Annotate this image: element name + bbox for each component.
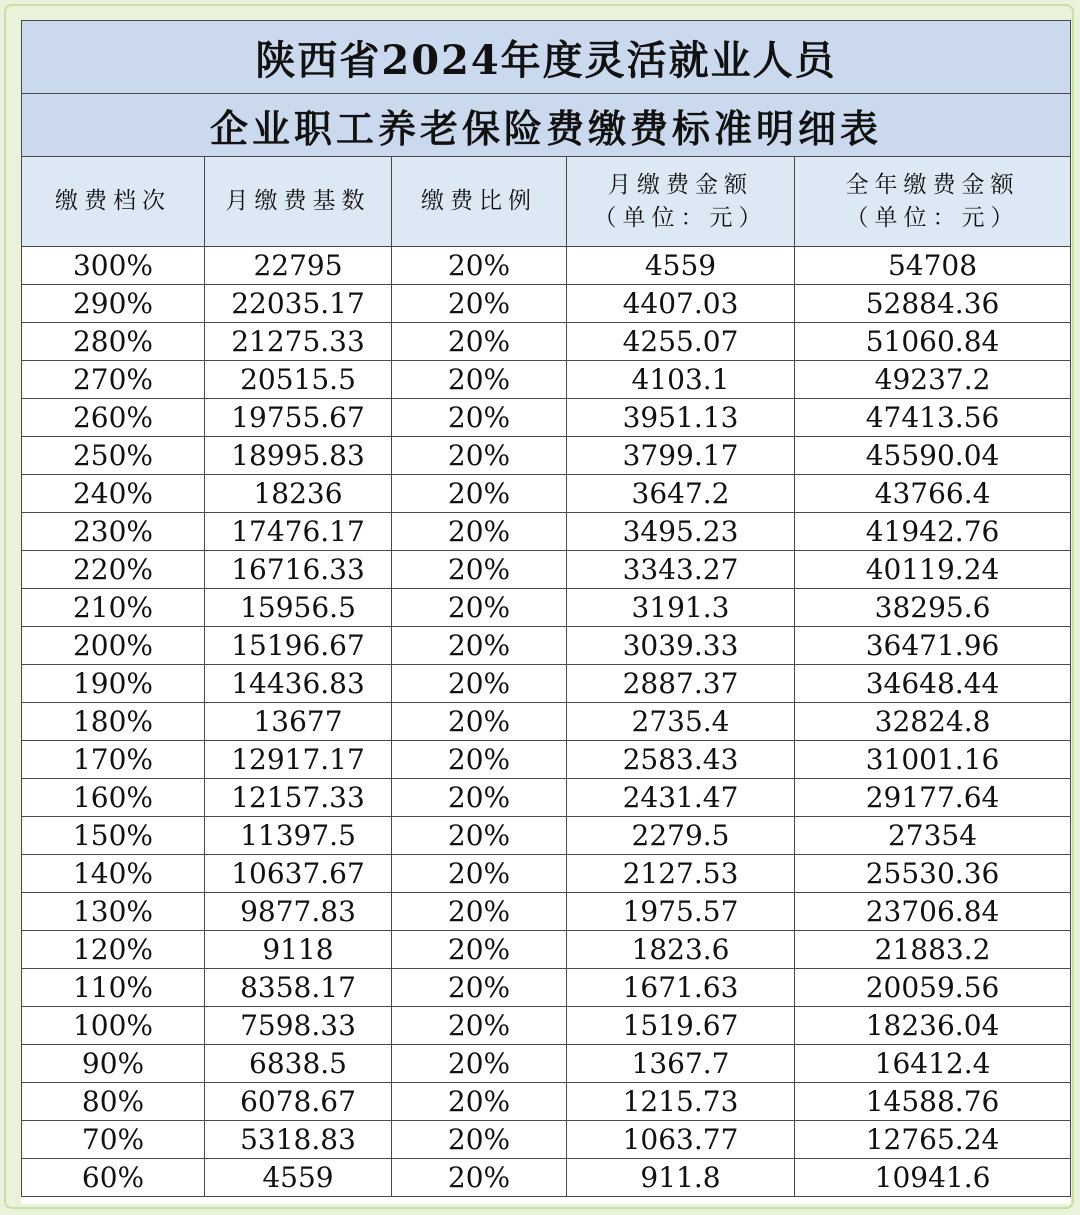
rate-cell: 20% — [392, 1007, 567, 1045]
rate-cell: 20% — [392, 893, 567, 931]
monthly-base-cell: 12157.33 — [205, 779, 392, 817]
annual-amount-cell: 25530.36 — [795, 855, 1071, 893]
monthly-amount-cell: 4559 — [567, 247, 795, 285]
table-row — [22, 589, 1071, 627]
monthly-base-cell: 9118 — [205, 931, 392, 969]
monthly-base-cell: 20515.5 — [205, 361, 392, 399]
monthly-amount-cell: 3799.17 — [567, 437, 795, 475]
table-row — [22, 399, 1071, 437]
monthly-base-cell: 8358.17 — [205, 969, 392, 1007]
annual-amount-cell: 18236.04 — [795, 1007, 1071, 1045]
rate-cell: 20% — [392, 1083, 567, 1121]
rate-cell: 20% — [392, 855, 567, 893]
monthly-amount-cell: 1671.63 — [567, 969, 795, 1007]
monthly-base-cell: 10637.67 — [205, 855, 392, 893]
header-row — [22, 157, 1071, 247]
monthly-amount-cell: 3039.33 — [567, 627, 795, 665]
monthly-amount-cell: 4255.07 — [567, 323, 795, 361]
table-row — [22, 741, 1071, 779]
monthly-amount-cell: 2127.53 — [567, 855, 795, 893]
rate-cell: 20% — [392, 247, 567, 285]
tier-cell: 160% — [22, 779, 205, 817]
annual-amount-cell: 34648.44 — [795, 665, 1071, 703]
monthly-amount-cell: 3191.3 — [567, 589, 795, 627]
table-row — [22, 665, 1071, 703]
monthly-amount-cell: 2279.5 — [567, 817, 795, 855]
column-header-monthly-base: 月缴费基数 — [205, 157, 392, 247]
monthly-base-cell: 21275.33 — [205, 323, 392, 361]
tier-cell: 120% — [22, 931, 205, 969]
rate-cell: 20% — [392, 361, 567, 399]
tier-cell: 190% — [22, 665, 205, 703]
tier-cell: 290% — [22, 285, 205, 323]
tier-cell: 60% — [22, 1159, 205, 1197]
monthly-amount-cell: 1823.6 — [567, 931, 795, 969]
rate-cell: 20% — [392, 399, 567, 437]
monthly-base-cell: 9877.83 — [205, 893, 392, 931]
annual-amount-cell: 21883.2 — [795, 931, 1071, 969]
table-row — [22, 1083, 1071, 1121]
table-row — [22, 437, 1071, 475]
monthly-base-cell: 13677 — [205, 703, 392, 741]
tier-cell: 270% — [22, 361, 205, 399]
tier-cell: 70% — [22, 1121, 205, 1159]
annual-amount-cell: 49237.2 — [795, 361, 1071, 399]
table-row — [22, 855, 1071, 893]
rate-cell: 20% — [392, 1045, 567, 1083]
rate-cell: 20% — [392, 589, 567, 627]
monthly-amount-cell: 1063.77 — [567, 1121, 795, 1159]
document-frame — [4, 4, 1074, 1209]
column-header-monthly-amount: 月缴费金额 （单位：元） — [567, 157, 795, 247]
table-row — [22, 931, 1071, 969]
monthly-base-cell: 6838.5 — [205, 1045, 392, 1083]
table-row — [22, 1045, 1071, 1083]
annual-amount-cell: 51060.84 — [795, 323, 1071, 361]
monthly-base-cell: 19755.67 — [205, 399, 392, 437]
monthly-amount-cell: 3951.13 — [567, 399, 795, 437]
annual-amount-cell: 52884.36 — [795, 285, 1071, 323]
monthly-base-cell: 6078.67 — [205, 1083, 392, 1121]
table-row — [22, 817, 1071, 855]
tier-cell: 240% — [22, 475, 205, 513]
table-row — [22, 247, 1071, 285]
monthly-base-cell: 4559 — [205, 1159, 392, 1197]
table-title-line-2: 企业职工养老保险费缴费标准明细表 — [22, 94, 1071, 157]
monthly-base-cell: 15196.67 — [205, 627, 392, 665]
monthly-amount-cell: 1367.7 — [567, 1045, 795, 1083]
annual-amount-cell: 32824.8 — [795, 703, 1071, 741]
annual-amount-cell: 47413.56 — [795, 399, 1071, 437]
monthly-amount-cell: 2735.4 — [567, 703, 795, 741]
tier-cell: 170% — [22, 741, 205, 779]
annual-amount-cell: 43766.4 — [795, 475, 1071, 513]
monthly-base-cell: 17476.17 — [205, 513, 392, 551]
table-row — [22, 893, 1071, 931]
tier-cell: 140% — [22, 855, 205, 893]
annual-amount-cell: 31001.16 — [795, 741, 1071, 779]
annual-amount-cell: 41942.76 — [795, 513, 1071, 551]
monthly-amount-cell: 1519.67 — [567, 1007, 795, 1045]
table-row — [22, 1159, 1071, 1197]
rate-cell: 20% — [392, 285, 567, 323]
annual-amount-cell: 14588.76 — [795, 1083, 1071, 1121]
monthly-amount-cell: 3495.23 — [567, 513, 795, 551]
title-row-1 — [22, 21, 1071, 94]
annual-amount-cell: 23706.84 — [795, 893, 1071, 931]
annual-amount-cell: 54708 — [795, 247, 1071, 285]
annual-amount-cell: 10941.6 — [795, 1159, 1071, 1197]
document-sheet — [21, 20, 1070, 1204]
annual-amount-cell: 16412.4 — [795, 1045, 1071, 1083]
table-row — [22, 1121, 1071, 1159]
tier-cell: 110% — [22, 969, 205, 1007]
table-body — [22, 247, 1071, 1197]
annual-amount-cell: 27354 — [795, 817, 1071, 855]
annual-amount-cell: 40119.24 — [795, 551, 1071, 589]
monthly-amount-cell: 4103.1 — [567, 361, 795, 399]
monthly-amount-cell: 3343.27 — [567, 551, 795, 589]
tier-cell: 260% — [22, 399, 205, 437]
monthly-amount-cell: 4407.03 — [567, 285, 795, 323]
annual-amount-cell: 45590.04 — [795, 437, 1071, 475]
rate-cell: 20% — [392, 475, 567, 513]
tier-cell: 210% — [22, 589, 205, 627]
rate-cell: 20% — [392, 665, 567, 703]
monthly-base-cell: 18995.83 — [205, 437, 392, 475]
monthly-base-cell: 22035.17 — [205, 285, 392, 323]
rate-cell: 20% — [392, 1121, 567, 1159]
table-row — [22, 361, 1071, 399]
annual-amount-cell: 29177.64 — [795, 779, 1071, 817]
tier-cell: 300% — [22, 247, 205, 285]
annual-amount-cell: 20059.56 — [795, 969, 1071, 1007]
rate-cell: 20% — [392, 513, 567, 551]
table-row — [22, 627, 1071, 665]
contribution-table — [21, 20, 1071, 1197]
tier-cell: 280% — [22, 323, 205, 361]
monthly-amount-cell: 1215.73 — [567, 1083, 795, 1121]
monthly-amount-cell: 3647.2 — [567, 475, 795, 513]
tier-cell: 130% — [22, 893, 205, 931]
table-row — [22, 969, 1071, 1007]
rate-cell: 20% — [392, 703, 567, 741]
monthly-base-cell: 18236 — [205, 475, 392, 513]
monthly-amount-cell: 2431.47 — [567, 779, 795, 817]
tier-cell: 220% — [22, 551, 205, 589]
monthly-amount-cell: 911.8 — [567, 1159, 795, 1197]
annual-amount-cell: 36471.96 — [795, 627, 1071, 665]
table-title-line-1: 陕西省2024年度灵活就业人员 — [22, 21, 1071, 94]
table-row — [22, 285, 1071, 323]
annual-amount-cell: 38295.6 — [795, 589, 1071, 627]
monthly-amount-cell: 2583.43 — [567, 741, 795, 779]
tier-cell: 150% — [22, 817, 205, 855]
monthly-base-cell: 14436.83 — [205, 665, 392, 703]
tier-cell: 180% — [22, 703, 205, 741]
monthly-base-cell: 22795 — [205, 247, 392, 285]
monthly-amount-cell: 2887.37 — [567, 665, 795, 703]
tier-cell: 80% — [22, 1083, 205, 1121]
monthly-base-cell: 15956.5 — [205, 589, 392, 627]
table-row — [22, 779, 1071, 817]
table-row — [22, 323, 1071, 361]
column-header-tier: 缴费档次 — [22, 157, 205, 247]
table-row — [22, 475, 1071, 513]
rate-cell: 20% — [392, 551, 567, 589]
rate-cell: 20% — [392, 323, 567, 361]
table-row — [22, 1007, 1071, 1045]
monthly-base-cell: 5318.83 — [205, 1121, 392, 1159]
rate-cell: 20% — [392, 931, 567, 969]
tier-cell: 230% — [22, 513, 205, 551]
monthly-base-cell: 11397.5 — [205, 817, 392, 855]
monthly-base-cell: 12917.17 — [205, 741, 392, 779]
table-row — [22, 513, 1071, 551]
column-header-rate: 缴费比例 — [392, 157, 567, 247]
monthly-base-cell: 7598.33 — [205, 1007, 392, 1045]
tier-cell: 200% — [22, 627, 205, 665]
annual-amount-cell: 12765.24 — [795, 1121, 1071, 1159]
rate-cell: 20% — [392, 627, 567, 665]
rate-cell: 20% — [392, 1159, 567, 1197]
rate-cell: 20% — [392, 437, 567, 475]
monthly-amount-cell: 1975.57 — [567, 893, 795, 931]
rate-cell: 20% — [392, 779, 567, 817]
table-row — [22, 703, 1071, 741]
rate-cell: 20% — [392, 969, 567, 1007]
tier-cell: 250% — [22, 437, 205, 475]
monthly-base-cell: 16716.33 — [205, 551, 392, 589]
title-row-2 — [22, 94, 1071, 157]
rate-cell: 20% — [392, 817, 567, 855]
table-row — [22, 551, 1071, 589]
tier-cell: 90% — [22, 1045, 205, 1083]
tier-cell: 100% — [22, 1007, 205, 1045]
column-header-annual-amount: 全年缴费金额 （单位：元） — [795, 157, 1071, 247]
rate-cell: 20% — [392, 741, 567, 779]
